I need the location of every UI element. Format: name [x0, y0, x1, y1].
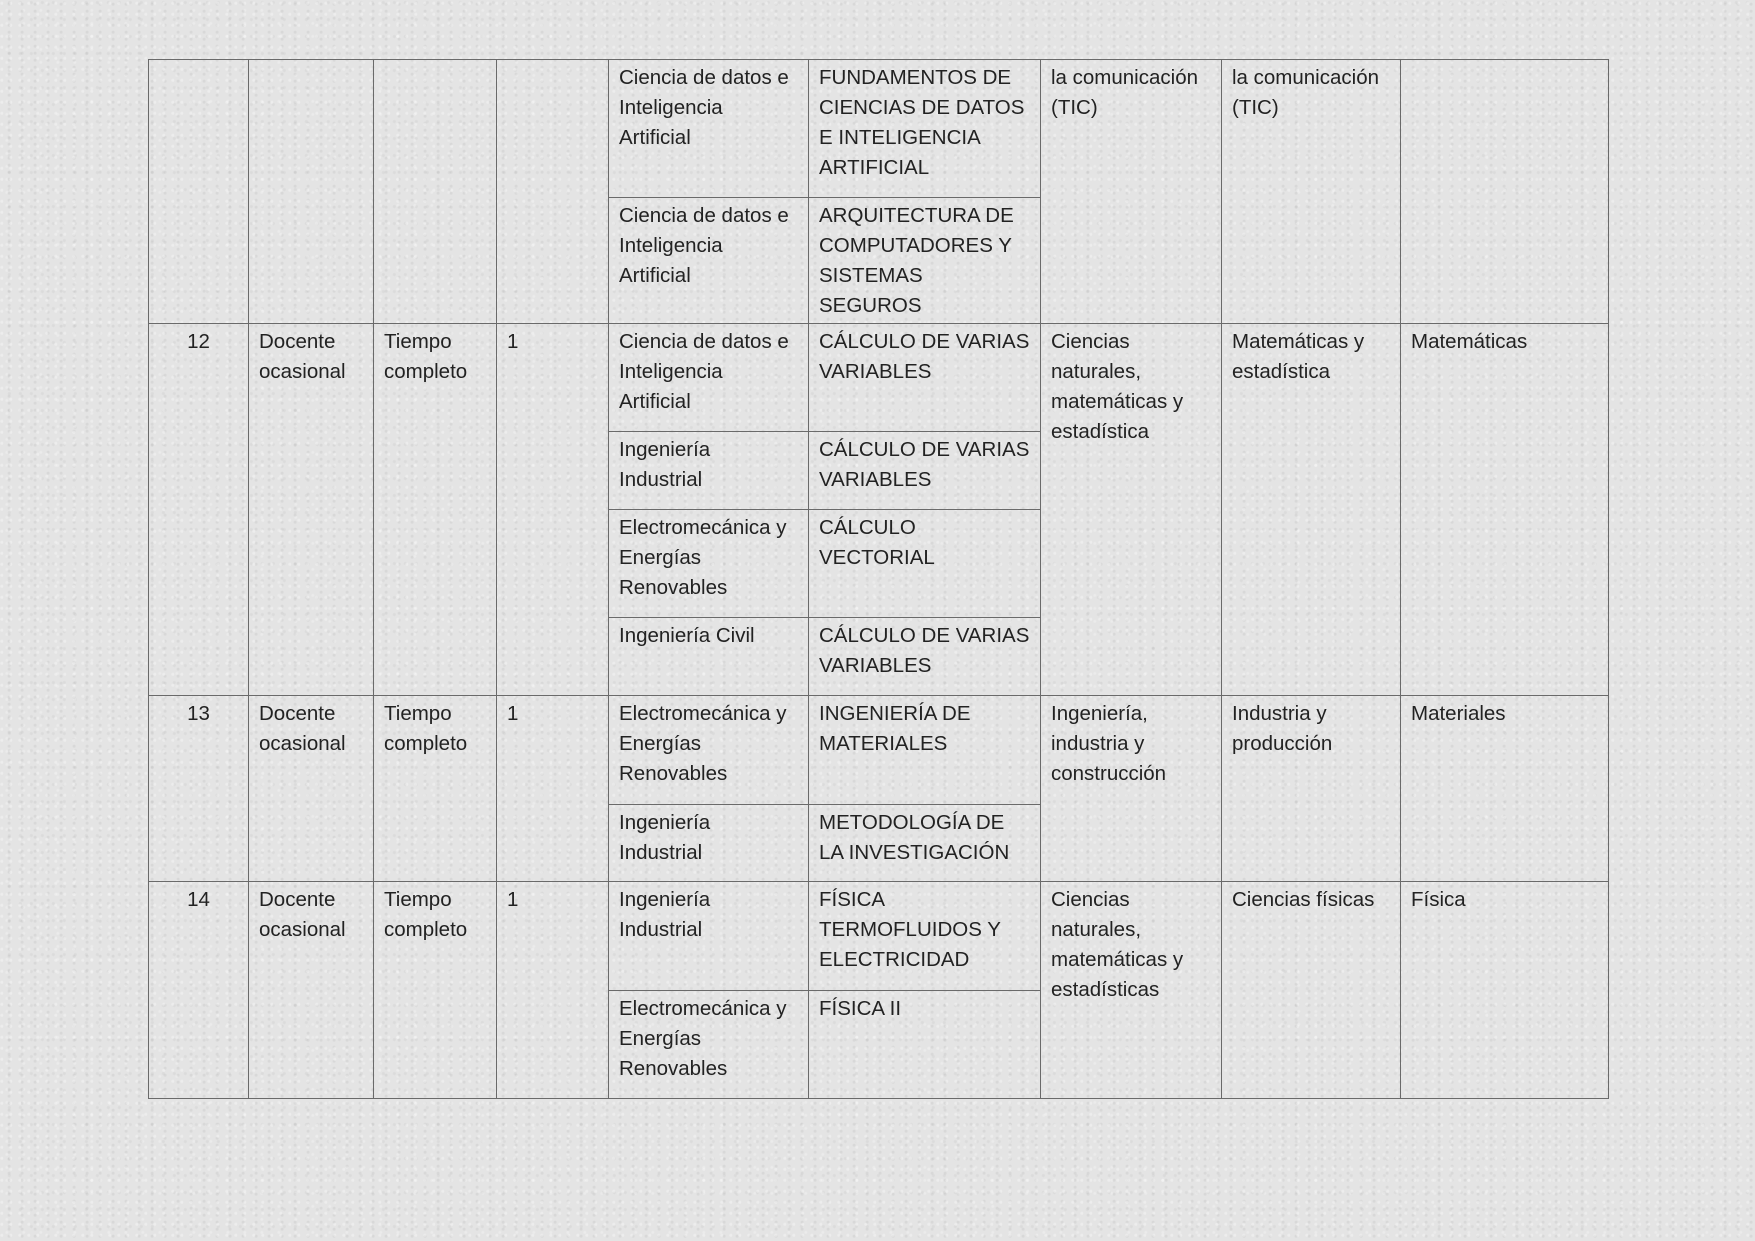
cell-campo-especifico: Industria y producción	[1222, 696, 1401, 882]
cell-carrera: Electromecánica y Energías Renovables	[609, 510, 809, 618]
cell-asignatura: ARQUITECTURA DE COMPUTADORES Y SISTEMAS SEGUROS	[809, 198, 1041, 324]
cell-campo-especifico: Matemáticas y estadística	[1222, 324, 1401, 696]
cell-no: 12	[149, 324, 249, 696]
cell-campo-detallado: Matemáticas	[1401, 324, 1609, 696]
table-row	[149, 324, 1609, 432]
cell-carrera: Electromecánica y Energías Renovables	[609, 696, 809, 805]
cell-cantidad: 1	[497, 882, 609, 1099]
cell-asignatura: FÍSICA TERMOFLUIDOS Y ELECTRICIDAD	[809, 882, 1041, 991]
positions-table	[148, 59, 1609, 1099]
table-row	[149, 60, 1609, 198]
cell-campo-amplio: la comunicación (TIC)	[1041, 60, 1222, 324]
cell-cantidad: 1	[497, 696, 609, 882]
cell-carrera: Ingeniería Civil	[609, 618, 809, 696]
cell-carrera: Electromecánica y Energías Renovables	[609, 991, 809, 1099]
cell-tipo: Docente ocasional	[249, 882, 374, 1099]
cell-asignatura: METODOLOGÍA DE LA INVESTIGACIÓN	[809, 805, 1041, 882]
cell-asignatura: FÍSICA II	[809, 991, 1041, 1099]
cell-cantidad: 1	[497, 324, 609, 696]
cell-campo-detallado: Física	[1401, 882, 1609, 1099]
cell-tipo: Docente ocasional	[249, 324, 374, 696]
cell-campo-especifico: Ciencias físicas	[1222, 882, 1401, 1099]
cell-no	[149, 60, 249, 324]
cell-asignatura: CÁLCULO DE VARIAS VARIABLES	[809, 618, 1041, 696]
cell-dedicacion: Tiempo completo	[374, 324, 497, 696]
cell-dedicacion	[374, 60, 497, 324]
cell-tipo: Docente ocasional	[249, 696, 374, 882]
cell-campo-amplio: Ciencias naturales, matemáticas y estadística	[1041, 324, 1222, 696]
cell-dedicacion: Tiempo completo	[374, 882, 497, 1099]
cell-campo-detallado: Materiales	[1401, 696, 1609, 882]
cell-campo-amplio: Ingeniería, industria y construcción	[1041, 696, 1222, 882]
cell-cantidad	[497, 60, 609, 324]
table-row	[149, 696, 1609, 805]
cell-carrera: Ciencia de datos e Inteligencia Artificial	[609, 324, 809, 432]
cell-carrera: Ingeniería Industrial	[609, 805, 809, 882]
cell-no: 14	[149, 882, 249, 1099]
table-row	[149, 882, 1609, 991]
cell-campo-detallado	[1401, 60, 1609, 324]
cell-carrera: Ingeniería Industrial	[609, 432, 809, 510]
cell-asignatura: INGENIERÍA DE MATERIALES	[809, 696, 1041, 805]
cell-campo-amplio: Ciencias naturales, matemáticas y estadísticas	[1041, 882, 1222, 1099]
cell-asignatura: FUNDAMENTOS DE CIENCIAS DE DATOS E INTELIGENCIA ARTIFICIAL	[809, 60, 1041, 198]
cell-no: 13	[149, 696, 249, 882]
cell-carrera: Ciencia de datos e Inteligencia Artificial	[609, 198, 809, 324]
cell-tipo	[249, 60, 374, 324]
cell-carrera: Ciencia de datos e Inteligencia Artificial	[609, 60, 809, 198]
cell-campo-especifico: la comunicación (TIC)	[1222, 60, 1401, 324]
cell-asignatura: CÁLCULO VECTORIAL	[809, 510, 1041, 618]
cell-dedicacion: Tiempo completo	[374, 696, 497, 882]
cell-asignatura: CÁLCULO DE VARIAS VARIABLES	[809, 324, 1041, 432]
cell-carrera: Ingeniería Industrial	[609, 882, 809, 991]
cell-asignatura: CÁLCULO DE VARIAS VARIABLES	[809, 432, 1041, 510]
